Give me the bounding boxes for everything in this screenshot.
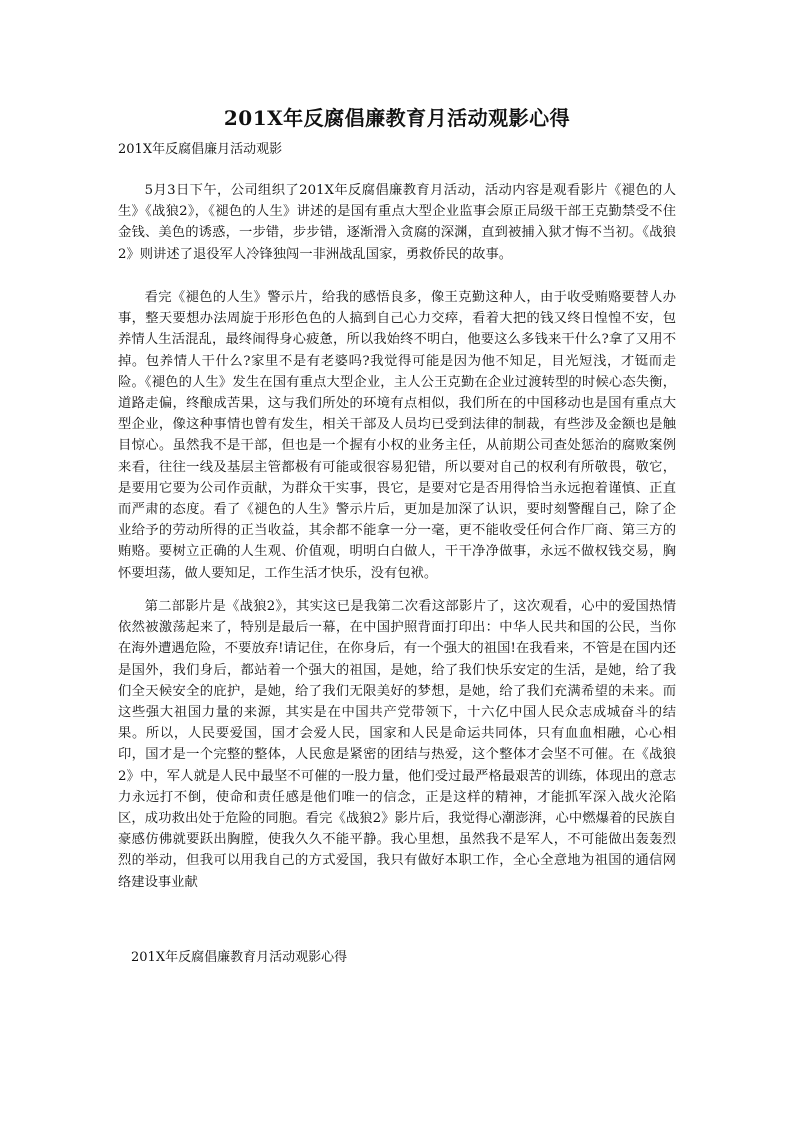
paragraph-3: 第二部影片是《战狼2》，其实这已是我第二次看这部影片了，这次观看，心中的爱国热情依然被激荡起来了，特别是最后一幕，在中国护照背面打印出：中华人民共和国的公民，当你在海外遭遇危险，不要放弃!请记住，在你身后，有一个强大的祖国!在我看来，不管是在国内还是国外，我们身后，都站着一个强大的祖国，是她，给了我们快乐安定的生活，是她，给了我们全天候安全的庇护，是她，给了我们无限美好的梦想，是她，给了我们充满希望的未来。而这些强大祖国力量的来源，其实是在中国共产党带领下，十六亿中国人民众志成城奋斗的结果。所以，人民要爱国，国才会爱人民，国家和人民是命运共同体，只有血血相融，心心相印，国才是一个完整的整体，人民愈是紧密的团结与热爱，这个整体才会坚不可催。在《战狼2》中，军人就是人民中最坚不可催的一股力量，他们受过最严格最艰苦的训练，体现出的意志力永远打不倒，使命和责任感是他们唯一的信念，正是这样的精神，才能抓军深入战火沦陷区，成功救出处于危险的同胞。看完《战狼2》影片后，我觉得心潮澎湃，心中燃爆着的民族自豪感仿佛就要跃出胸膛，使我久久不能平静。我心里想，虽然我不是军人，不可能做出轰轰烈烈的举动，但我可以用我自己的方式爱国，我只有做好本职工作，全心全意地为祖国的通信网络建设事业献 (118, 599, 676, 890)
document-footer-title: 201X年反腐倡廉教育月活动观影心得 (131, 950, 348, 965)
paragraph-2: 看完《褪色的人生》警示片，给我的感悟良多，像王克勤这种人，由于收受贿赂要替人办事，整天要想办法周旋于形形色色的人搞到自己心力交瘁，看着大把的钱又终日惶惶不安，包养情人生活混乱，最终闹得身心疲惫，所以我始终不明白，他要这么多钱来干什么?拿了又用不掉。包养情人干什么?家里不是有老婆吗?我觉得可能是因为他不知足，目光短浅，才铤而走险。《褪色的人生》发生在国有重点大型企业，主人公王克勤在企业过渡转型的时候心态失衡，道路走偏，终酿成苦果，这与我们所处的环境有点相似，我们所在的中国移动也是国有重点大型企业，像这种事情也曾有发生，相关干部及人员均已受到法律的制裁，有些涉及金额也是触目惊心。虽然我不是干部，但也是一个握有小权的业务主任，从前期公司查处惩治的腐败案例来看，往往一线及基层主管都极有可能或很容易犯错，所以要对自己的权利有所敬畏，敬它，是要用它要为公司作贡献，为群众干实事，畏它，是要对它是否用得恰当永远抱着谨慎、正直而严肃的态度。看了《褪色的人生》警示片后，更加是加深了认识，要时刻警醒自己，除了企业给予的劳动所得的正当收益，其余都不能拿一分一毫，更不能收受任何合作厂商、第三方的贿赂。要树立正确的人生观、价值观，明明白白做人，干干净净做事，永远不做权钱交易，胸怀要坦荡，做人要知足，工作生活才快乐，没有包袱。 (118, 290, 676, 581)
paragraph-1: 5月3日下午，公司组织了201X年反腐倡廉教育月活动，活动内容是观看影片《褪色的人生》《战狼2》，《褪色的人生》讲述的是国有重点大型企业监事会原正局级干部王克勤禁受不住金钱、美色的诱惑，一步错，步步错，逐渐滑入贪腐的深渊，直到被捕入狱才悔不当初。《战狼2》则讲述了退役军人冷锋独闯一非洲战乱国家，勇救侨民的故事。 (118, 183, 676, 262)
document-subtitle: 201X年反腐倡廉月活动观影 (118, 142, 283, 157)
document-title: 201X年反腐倡廉教育月活动观影心得 (223, 106, 571, 130)
